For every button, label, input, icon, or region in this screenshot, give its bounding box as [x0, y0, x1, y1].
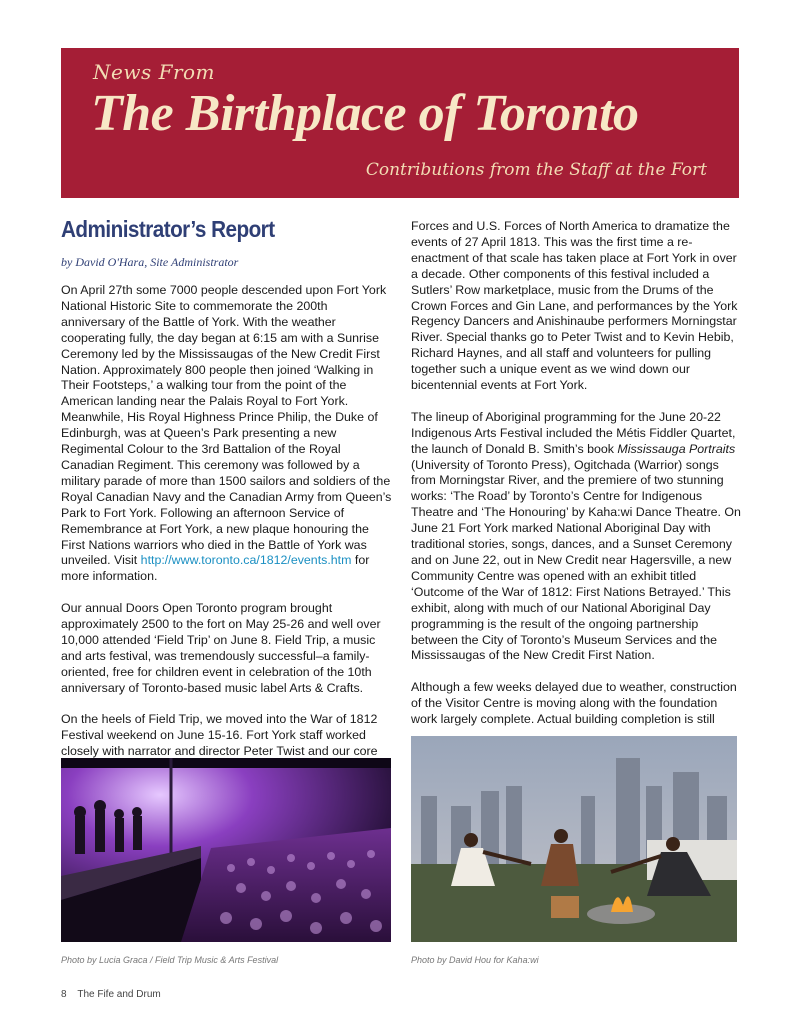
paragraph-4: Forces and U.S. Forces of North America to dramatize the events of 27 April 1813. This was the first time a re-enactment of that scale has taken place at Fort York in over a decade. Other components of this festival included a Sutlers’ Row marketplace, music from the Drums of the Crown Forces and Gin Lane, and performances by the York Regency Dancers and Anishinaube performers Morningstar River. Special thanks go to Peter Twist and to Kevin Hebib, Richard Haynes, and all staff and volunteers for pulling together such a unique event as we wind down our bicentennial events at Fort York.: [411, 219, 738, 393]
concert-illustration: [61, 758, 391, 942]
photo-caption-left: Photo by Lucia Graca / Field Trip Music & Arts Festival: [61, 955, 279, 965]
masthead-title: The Birthplace of Toronto: [91, 85, 639, 142]
paragraph-5: [411, 410, 741, 665]
photo-caption-right: Photo by David Hou for Kaha:wi: [411, 955, 539, 965]
paragraph-3: On the heels of Field Trip, we moved into the War of 1812 Festival weekend on June 15-16. Fort York staff worked closely with narrator and director Peter Twist and our core: [61, 712, 378, 759]
paragraph-1: [61, 283, 393, 585]
dance-illustration: [411, 736, 737, 942]
masthead-subtitle: Contributions from the Staff at the Fort: [365, 160, 707, 180]
article-byline: by David O'Hara, Site Administrator: [61, 255, 239, 269]
book-title: Mississauga Portraits: [617, 441, 736, 456]
dance-photo: [411, 736, 737, 942]
concert-photo: [61, 758, 391, 942]
events-link[interactable]: http://www.toronto.ca/1812/events.htm: [140, 553, 352, 568]
paragraph-5-text: The lineup of Aboriginal programming for the June 20-22 Indigenous Arts Festival included the Métis Fiddler Quartet, the launch of Donald B. Smith’s book: [411, 409, 736, 456]
paragraph-2: Our annual Doors Open Toronto program brought approximately 2500 to the fort on May 25-26 and well over 10,000 attended ‘Field Trip’ on June 8. Field Trip, a music and arts festival, was tremendously successful–a family-oriented, free for children event in celebration of the 10th anniversary of Toronto-based music label Arts & Crafts.: [61, 601, 381, 695]
paragraph-5-tail: (University of Toronto Press), Ogitchada (Warrior) songs from Morningstar River, and the premiere of two stunning works: ‘The Road’ by Toronto’s Centre for Indigenous Theatre and ‘The Honouring’ by Kaha:wi Dance Theatre. On June 21 Fort York marked National Aboriginal Day with traditional stories, songs, dances, and a Sunset Ceremony and on June 22, out in New Credit near Hagersville, a new Community Centre was opened with an exhibit titled ‘Outcome of the War of 1812: First Nations Betrayed.’ This exhibit, along with much of our National Aboriginal Day programming is the result of the ongoing partnership between the City of Toronto’s Museum Services and the Mississaugas of the New Credit First Nation.: [411, 457, 741, 663]
right-column: [411, 219, 741, 744]
masthead-banner: [61, 48, 739, 198]
masthead-kicker: News From: [93, 60, 216, 84]
page-number: 8: [61, 989, 67, 1000]
article-title: Administrator’s Report: [61, 216, 275, 242]
paragraph-6: Although a few weeks delayed due to weather, construction of the Visitor Centre is moving along with the foundation work largely complete. Actual building completion is still: [411, 680, 737, 727]
page-footer: [61, 989, 161, 1000]
paragraph-1-tail: for more information.: [61, 553, 370, 584]
left-column: [61, 283, 393, 792]
paragraph-1-text: On April 27th some 7000 people descended upon Fort York National Historic Site to commemorate the 200th anniversary of the Battle of York. With the weather cooperating fully, the day began at 6:15 am with a Sunrise Ceremony led by the Mississaugas of the New Credit First Nation. Approximately 800 people then joined ‘Walking in Their Footsteps,’ a walking tour from the point of the American landing near the Palais Royal to Fort York. Meanwhile, His Royal Highness Prince Philip, the Duke of Edinburgh, was at Queen’s Park presenting a new Regimental Colour to the 3rd Battalion of the Royal Canadian Regiment. This ceremony was followed by a military parade of more than 1500 sailors and soldiers of the Royal Canadian Navy and the Canadian Army from Queen’s Park to Fort York. Following an afternoon Service of Remembrance at Fort York, a new plaque honouring the First Nations warriors who died in the Battle of York was unveiled. Visit: [61, 283, 392, 568]
publication-name: The Fife and Drum: [77, 989, 161, 1000]
